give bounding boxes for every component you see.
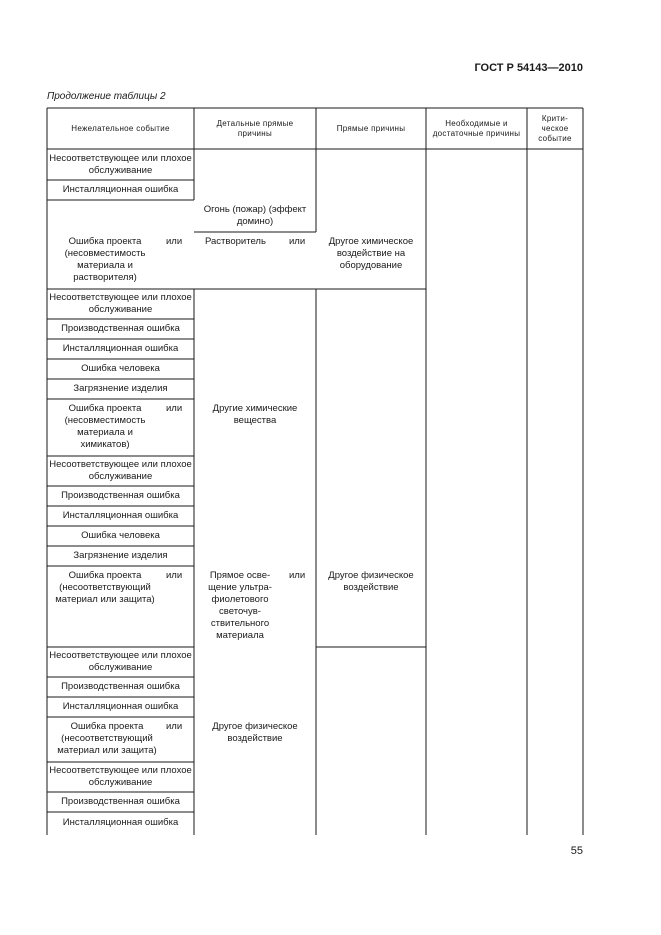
cell-install-error: Инсталляционная ошибка	[62, 184, 179, 195]
cell-human-error: Ошибка человека	[81, 530, 160, 541]
cell-bad-service: Несоответствующее или плохое обслуживание	[49, 292, 192, 315]
page-number: 55	[570, 845, 583, 857]
table-caption: Продолжение таблицы 2	[47, 91, 166, 102]
cell-design-error: Ошибка проекта (несоответствующий материал или защита)	[55, 570, 155, 605]
cell-design-error: Ошибка проекта (несовместимость материала и растворителя)	[64, 236, 146, 283]
cell-production-error: Производственная ошибка	[61, 323, 180, 334]
header-detailed-direct-causes: Детальные прямые причины	[216, 118, 294, 138]
or-connector: или	[289, 570, 306, 581]
cell-uv-light-exposure: Прямое осве- щение ультра- фиолетового светочув- ствительного материала	[208, 570, 272, 641]
or-connector: или	[166, 570, 183, 581]
cell-product-contamination: Загрязнение изделия	[73, 550, 168, 561]
cell-install-error: Инсталляционная ошибка	[62, 701, 179, 712]
header-undesired-event: Нежелательное событие	[71, 123, 170, 133]
cell-production-error: Производственная ошибка	[61, 796, 180, 807]
cell-other-chemicals: Другие химические вещества	[212, 403, 298, 426]
cell-bad-service: Несоответствующее или плохое обслуживание	[49, 765, 192, 788]
cell-other-chemical-effect: Другое химическое воздействие на оборудование	[328, 236, 414, 271]
or-connector: или	[166, 236, 183, 247]
cell-other-physical: Другое физическое воздействие	[212, 721, 298, 744]
cell-production-error: Производственная ошибка	[61, 681, 180, 692]
cell-other-physical-effect: Другое физическое воздействие	[328, 570, 414, 593]
cell-bad-service: Несоответствующее или плохое обслуживание	[49, 459, 192, 482]
or-connector: или	[166, 403, 183, 414]
header-direct-causes: Прямые причины	[336, 123, 406, 133]
cell-production-error: Производственная ошибка	[61, 490, 180, 501]
cell-install-error: Инсталляционная ошибка	[62, 817, 179, 828]
cell-solvent: Растворитель	[205, 236, 266, 247]
cell-bad-service: Несоответствующее или плохое обслуживание	[49, 152, 192, 176]
cell-fire-domino: Огонь (пожар) (эффект домино)	[203, 204, 307, 227]
cell-install-error: Инсталляционная ошибка	[62, 343, 179, 354]
header-critical-event: Крити- ческое событие	[538, 113, 572, 143]
cell-product-contamination: Загрязнение изделия	[73, 383, 168, 394]
cell-install-error: Инсталляционная ошибка	[62, 510, 179, 521]
header-necessary-sufficient-causes: Необходимые и достаточные причины	[432, 118, 521, 138]
cell-human-error: Ошибка человека	[81, 363, 160, 374]
cell-design-error: Ошибка проекта (несоответствующий материал или защита)	[57, 721, 157, 756]
or-connector: или	[166, 721, 183, 732]
or-connector: или	[289, 236, 306, 247]
cell-bad-service: Несоответствующее или плохое обслуживание	[49, 650, 192, 673]
cell-design-error: Ошибка проекта (несовместимость материала и химикатов)	[64, 403, 146, 450]
standard-code: ГОСТ Р 54143—2010	[474, 62, 583, 74]
